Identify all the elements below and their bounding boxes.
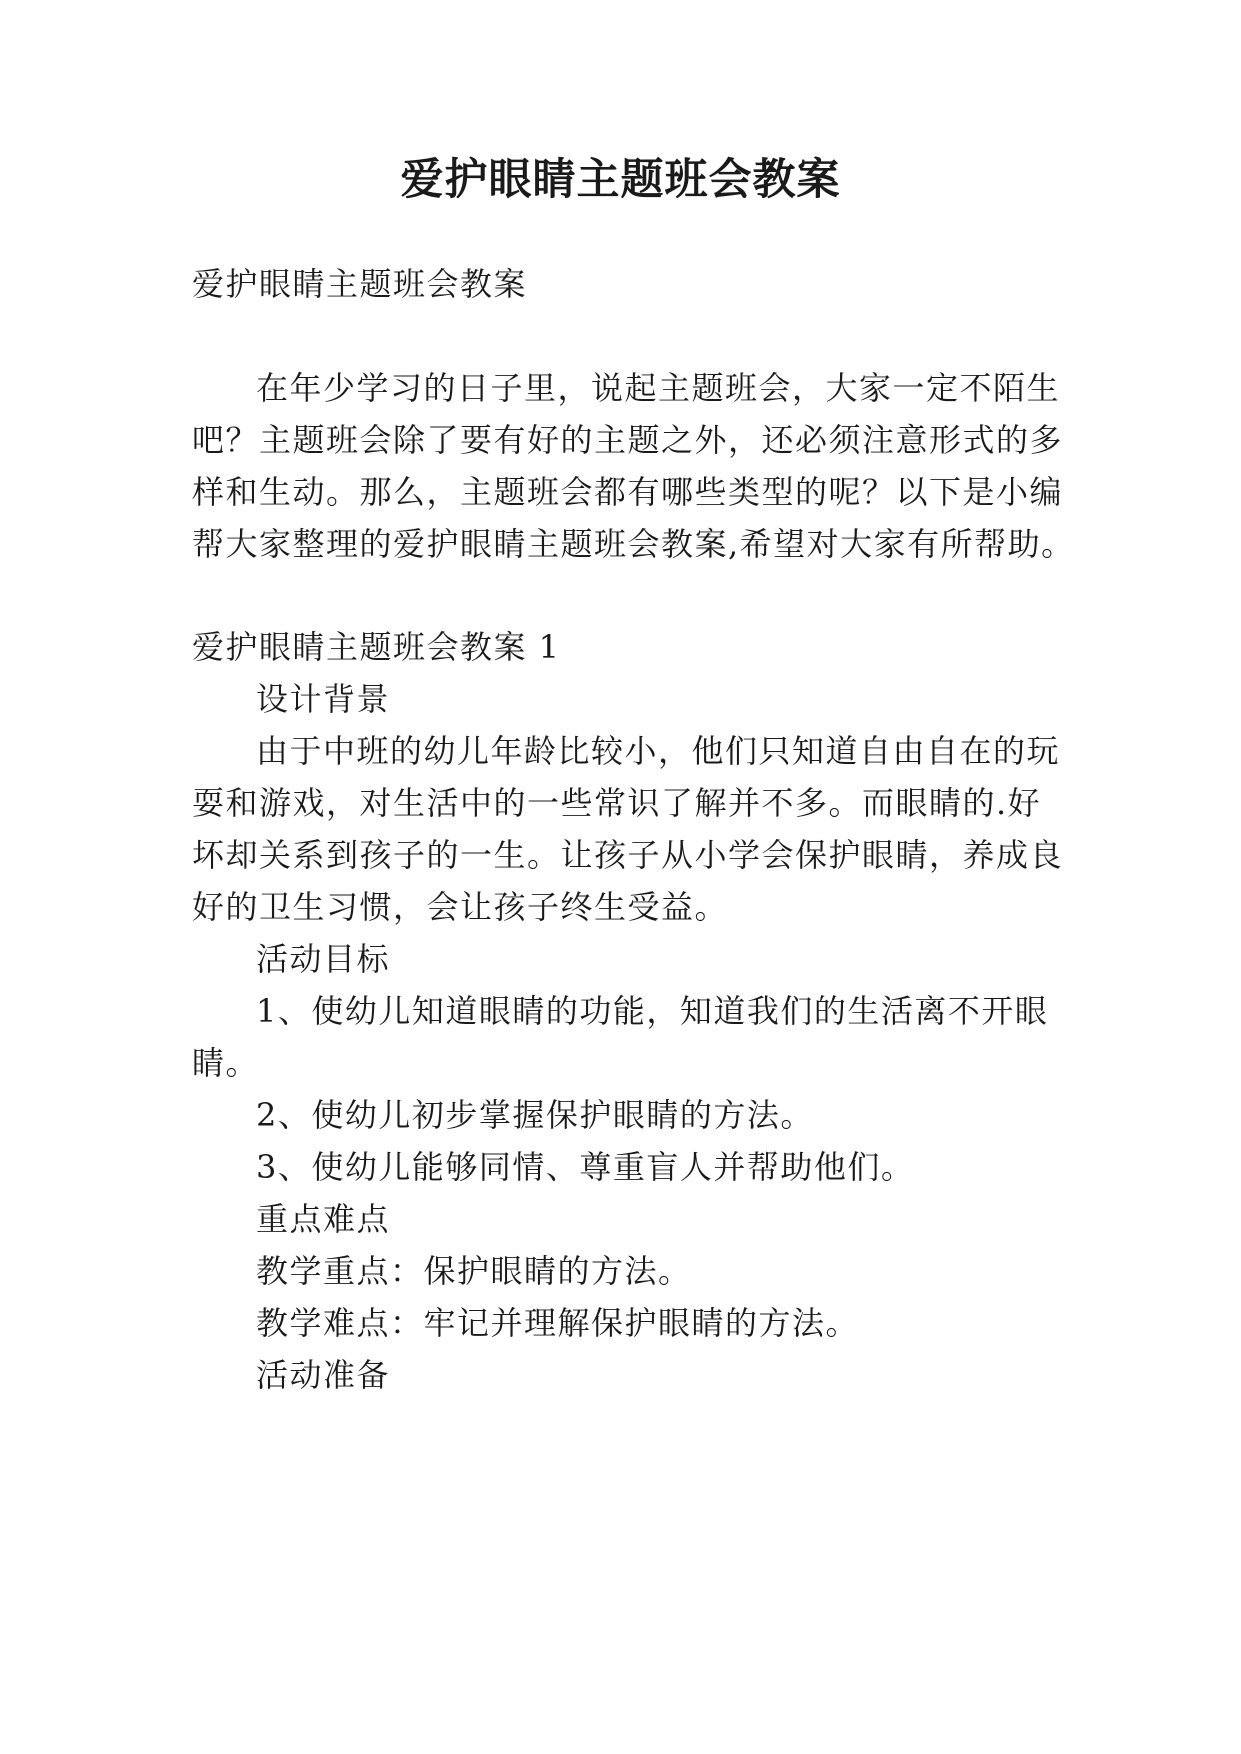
goal-1-line-1: 1、使幼儿知道眼睛的功能，知道我们的生活离不开眼: [256, 992, 1049, 1030]
goal-2: 2、使幼儿初步掌握保护眼睛的方法。: [256, 1096, 814, 1134]
design-background-line-3: 坏却关系到孩子的一生。让孩子从小学会保护眼睛，养成良: [192, 836, 1064, 874]
goal-1-line-2: 睛。: [192, 1044, 260, 1082]
section-heading: 爱护眼睛主题班会教案 1: [192, 628, 561, 666]
goals-heading: 活动目标: [256, 940, 391, 978]
teaching-difficulty: 教学难点：牢记并理解保护眼睛的方法。: [256, 1304, 860, 1342]
preparation-heading: 活动准备: [256, 1356, 391, 1394]
teaching-focus: 教学重点：保护眼睛的方法。: [256, 1252, 692, 1290]
design-background-line-2: 耍和游戏，对生活中的一些常识了解并不多。而眼睛的.好: [192, 784, 1042, 822]
goal-3: 3、使幼儿能够同情、尊重盲人并帮助他们。: [256, 1148, 915, 1186]
document-subtitle: 爱护眼睛主题班会教案: [192, 265, 528, 303]
intro-line-1: 在年少学习的日子里，说起主题班会，大家一定不陌生: [256, 369, 1061, 407]
intro-line-2: 吧？主题班会除了要有好的主题之外，还必须注意形式的多: [192, 421, 1064, 459]
intro-line-4: 帮大家整理的爱护眼睛主题班会教案,希望对大家有所帮助。: [192, 525, 1075, 563]
design-background-line-1: 由于中班的幼儿年龄比较小，他们只知道自由自在的玩: [256, 732, 1061, 770]
intro-line-3: 样和生动。那么，主题班会都有哪些类型的呢？以下是小编: [192, 473, 1064, 511]
key-points-heading: 重点难点: [256, 1200, 391, 1238]
design-background-line-4: 好的卫生习惯，会让孩子终生受益。: [192, 888, 729, 926]
document-title: 爱护眼睛主题班会教案: [400, 155, 841, 205]
design-background-heading: 设计背景: [256, 680, 391, 718]
